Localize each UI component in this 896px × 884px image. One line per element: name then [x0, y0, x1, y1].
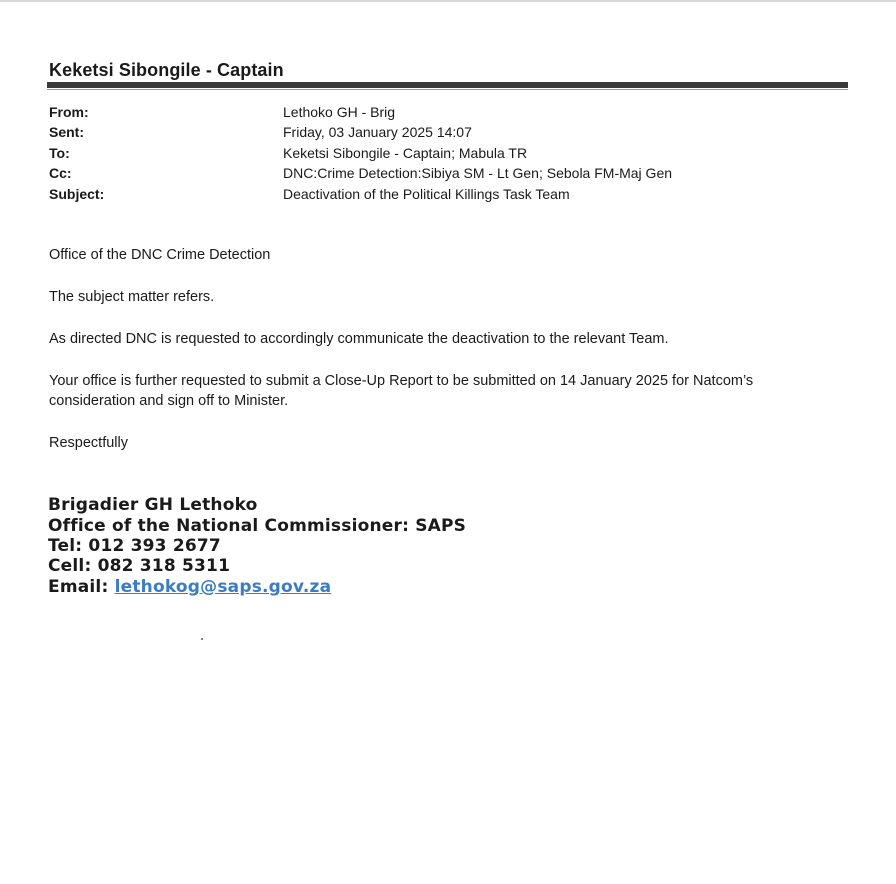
to-label: To:	[49, 145, 70, 161]
cc-value: DNC:Crime Detection:Sibiya SM - Lt Gen; Sebola FM-Maj Gen	[283, 165, 673, 181]
subject-label: Subject:	[49, 186, 105, 202]
body-paragraph	[49, 371, 849, 411]
body-greeting: Office of the DNC Crime Detection	[49, 247, 271, 263]
header-divider	[47, 82, 848, 88]
subject-value: Deactivation of the Political Killings Task Team	[283, 186, 570, 202]
signature-email-row	[48, 577, 331, 597]
signature-email-link[interactable]: lethokog@saps.gov.za	[114, 577, 332, 597]
signature-tel: Tel: 012 393 2677	[48, 536, 221, 556]
to-value: Keketsi Sibongile - Captain; Mabula TR	[283, 145, 528, 161]
signature-name: Brigadier GH Lethoko	[48, 495, 258, 515]
header-divider-thin	[47, 89, 848, 90]
signature-cell: Cell: 082 318 5311	[48, 556, 231, 576]
body-closing: Respectfully	[49, 435, 128, 451]
scan-speck	[201, 638, 203, 640]
body-paragraph: The subject matter refers.	[49, 289, 215, 305]
from-label: From:	[49, 104, 89, 120]
mailbox-owner-title: Keketsi Sibongile - Captain	[49, 60, 284, 80]
body-line: consideration and sign off to Minister.	[49, 393, 289, 409]
body-line: Your office is further requested to submit a Close-Up Report to be submitted on 14 January 2025 for Natcom’s	[49, 373, 754, 389]
from-value: Lethoko GH - Brig	[283, 104, 396, 120]
body-paragraph: As directed DNC is requested to accordingly communicate the deactivation to the relevant Team.	[49, 331, 669, 347]
page-top-edge	[0, 0, 896, 2]
signature-email-label: Email:	[48, 577, 115, 597]
sent-value: Friday, 03 January 2025 14:07	[283, 124, 472, 140]
sent-label: Sent:	[49, 124, 84, 140]
signature-office: Office of the National Commissioner: SAPS	[48, 516, 467, 536]
cc-label: Cc:	[49, 165, 72, 181]
